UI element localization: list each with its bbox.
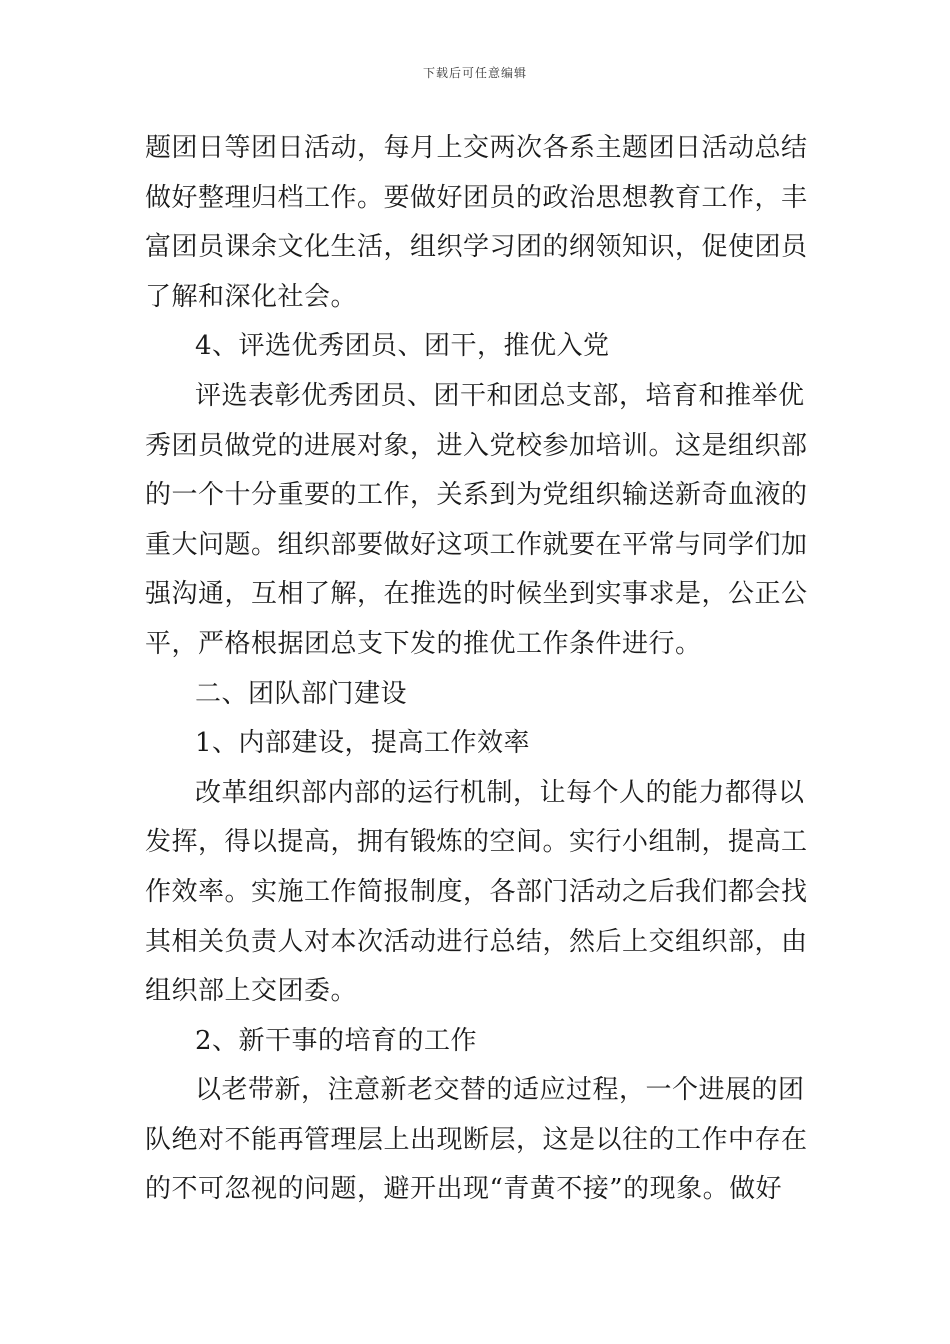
text-line: 组织部上交团委。: [145, 976, 358, 1007]
text-line: 的一个十分重要的工作，关系到为党组织输送新奇血液的: [145, 480, 808, 511]
section-heading: 4、评选优秀团员、团干，推优入党: [195, 331, 610, 362]
document-body: [145, 124, 808, 1215]
text-line: 富团员课余文化生活，组织学习团的纲领知识，促使团员: [145, 232, 808, 263]
text-line: 做好整理归档工作。要做好团员的政治思想教育工作，丰: [145, 182, 808, 213]
text-line: 发挥，得以提高，拥有锻炼的空间。实行小组制，提高工: [145, 827, 808, 858]
text-line: 重大问题。组织部要做好这项工作就要在平常与同学们加: [145, 529, 808, 560]
text-line: 题团日等团日活动，每月上交两次各系主题团日活动总结: [145, 133, 808, 163]
text-line: 以老带新，注意新老交替的适应过程，一个进展的团: [195, 1075, 805, 1106]
text-line: 平，严格根据团总支下发的推优工作条件进行。: [145, 628, 702, 659]
page-header: 下载后可任意编辑: [422, 66, 527, 80]
text-line: 的不可忽视的问题，避开出现“青黄不接”的现象。做好: [145, 1174, 783, 1205]
text-line: 其相关负责人对本次活动进行总结，然后上交组织部，由: [145, 926, 808, 957]
text-line: 秀团员做党的进展对象，进入党校参加培训。这是组织部: [145, 430, 808, 461]
section-heading: 1、内部建设，提高工作效率: [195, 728, 531, 759]
text-line: 强沟通，互相了解，在推选的时候坐到实事求是，公正公: [145, 579, 808, 610]
section-heading: 2、新干事的培育的工作: [195, 1025, 478, 1056]
text-line: 了解和深化社会。: [145, 281, 358, 312]
text-line: 队绝对不能再管理层上出现断层，这是以往的工作中存在: [145, 1124, 808, 1155]
text-line: 作效率。实施工作简报制度，各部门活动之后我们都会找: [145, 876, 808, 907]
text-line: 评选表彰优秀团员、团干和团总支部，培育和推举优: [195, 380, 805, 411]
section-heading: 二、团队部门建设: [195, 678, 408, 709]
text-line: 改革组织部内部的运行机制，让每个人的能力都得以: [195, 777, 805, 808]
